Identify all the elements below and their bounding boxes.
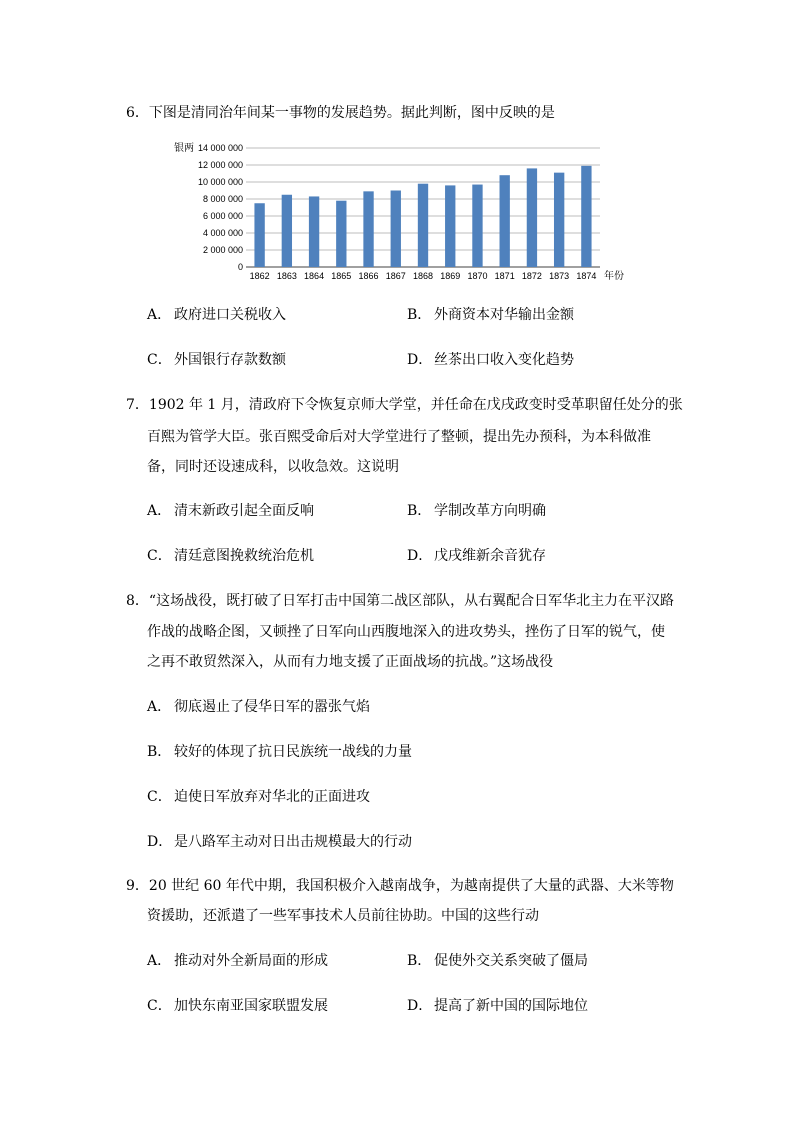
option-text: 学制改革方向明确 bbox=[434, 503, 546, 519]
q7-option-d[interactable] bbox=[407, 546, 546, 566]
option-letter: C． bbox=[147, 352, 172, 368]
x-tick-label: 1866 bbox=[358, 271, 379, 281]
x-tick-label: 1870 bbox=[467, 271, 488, 281]
y-tick-label: 0 bbox=[237, 262, 243, 272]
option-text: 迫使日军放弃对华北的正面进攻 bbox=[174, 789, 370, 805]
y-tick-label: 10 000 000 bbox=[197, 177, 243, 187]
option-text: 外商资本对华输出金额 bbox=[434, 307, 574, 323]
option-letter: C． bbox=[147, 789, 172, 805]
x-tick-label: 1874 bbox=[576, 271, 597, 281]
option-text: 政府进口关税收入 bbox=[174, 307, 286, 323]
option-text: 提高了新中国的国际地位 bbox=[434, 998, 588, 1014]
question-6-line-1: 6．下图是清同治年间某一事物的发展趋势。据此判断，图中反映的是 bbox=[126, 105, 555, 121]
question-7-line-2: 百熙为管学大臣。张百熙受命后对大学堂进行了整顿，提出先办预科，为本科做准 bbox=[147, 429, 651, 445]
q6-option-b[interactable] bbox=[407, 305, 574, 325]
y-tick-label: 12 000 000 bbox=[197, 160, 243, 170]
option-text: 丝茶出口收入变化趋势 bbox=[434, 352, 574, 368]
option-letter: D． bbox=[407, 352, 433, 368]
bar bbox=[581, 166, 591, 267]
option-letter: B． bbox=[147, 744, 172, 760]
x-tick-label: 1865 bbox=[331, 271, 352, 281]
option-text: 促使外交关系突破了僵局 bbox=[434, 953, 588, 969]
question-8-line-3: 之再不敢贸然深入，从而有力地支援了正面战场的抗战。”这场战役 bbox=[147, 654, 554, 670]
x-tick-label: 1864 bbox=[304, 271, 325, 281]
question-7-line-1: 7．1902 年 1 月，清政府下令恢复京师大学堂，并任命在戊戌政变时受革职留任处分的张 bbox=[126, 397, 683, 413]
x-axis-label: 年份 bbox=[604, 271, 624, 282]
q9-option-d[interactable] bbox=[407, 996, 588, 1016]
q8-option-b[interactable] bbox=[147, 742, 412, 762]
q8-option-c[interactable] bbox=[147, 787, 370, 807]
option-text: 清末新政引起全面反响 bbox=[174, 503, 314, 519]
bar bbox=[472, 185, 482, 267]
x-tick-label: 1869 bbox=[440, 271, 461, 281]
y-tick-label: 6 000 000 bbox=[202, 211, 243, 221]
bar bbox=[282, 195, 292, 267]
option-text: 戊戌维新余音犹存 bbox=[434, 548, 546, 564]
option-letter: D． bbox=[147, 834, 173, 850]
q7-option-b[interactable] bbox=[407, 501, 546, 521]
bar bbox=[554, 173, 564, 267]
bar bbox=[391, 191, 401, 268]
option-letter: B． bbox=[407, 953, 432, 969]
option-text: 加快东南亚国家联盟发展 bbox=[174, 998, 328, 1014]
option-letter: A． bbox=[147, 699, 172, 715]
q7-option-c[interactable] bbox=[147, 546, 314, 566]
y-tick-label: 4 000 000 bbox=[202, 228, 243, 238]
bar bbox=[527, 168, 537, 267]
y-tick-label: 8 000 000 bbox=[202, 194, 243, 204]
option-letter: A． bbox=[147, 503, 172, 519]
q9-option-a[interactable] bbox=[147, 951, 328, 971]
bar bbox=[309, 196, 319, 267]
bar bbox=[445, 185, 455, 267]
y-tick-label: 14 000 000 bbox=[197, 143, 243, 153]
question-9-line-2: 资援助，还派遣了一些军事技术人员前往协助。中国的这些行动 bbox=[147, 908, 539, 924]
q9-option-b[interactable] bbox=[407, 951, 588, 971]
y-tick-label: 2 000 000 bbox=[202, 245, 243, 255]
x-tick-label: 1871 bbox=[494, 271, 515, 281]
x-tick-label: 1873 bbox=[549, 271, 570, 281]
q6-option-c[interactable] bbox=[147, 350, 286, 370]
bar bbox=[418, 184, 428, 267]
q8-option-a[interactable] bbox=[147, 697, 370, 717]
option-text: 推动对外全新局面的形成 bbox=[174, 953, 328, 969]
option-text: 外国银行存款数额 bbox=[174, 352, 286, 368]
option-text: 较好的体现了抗日民族统一战线的力量 bbox=[174, 744, 412, 760]
x-tick-label: 1863 bbox=[276, 271, 297, 281]
option-text: 是八路军主动对日出击规模最大的行动 bbox=[174, 834, 412, 850]
option-letter: C． bbox=[147, 548, 172, 564]
q9-option-c[interactable] bbox=[147, 996, 328, 1016]
x-tick-label: 1862 bbox=[249, 271, 270, 281]
option-text: 清廷意图挽救统治危机 bbox=[174, 548, 314, 564]
bar-chart bbox=[168, 140, 638, 288]
question-8-line-2: 作战的战略企图，又顿挫了日军向山西腹地深入的进攻势头，挫伤了日军的锐气，使 bbox=[147, 624, 665, 640]
option-letter: A． bbox=[147, 953, 172, 969]
x-tick-label: 1868 bbox=[412, 271, 434, 281]
q6-option-a[interactable] bbox=[147, 305, 286, 325]
option-letter: B． bbox=[407, 307, 432, 323]
q8-option-d[interactable] bbox=[147, 832, 412, 852]
chart-bars bbox=[254, 166, 591, 267]
bar bbox=[363, 191, 373, 267]
option-letter: B． bbox=[407, 503, 432, 519]
question-8-line-1: 8．“这场战役，既打破了日军打击中国第二战区部队，从右翼配合日军华北主力在平汉路 bbox=[126, 593, 675, 609]
bar bbox=[254, 203, 264, 267]
bar bbox=[500, 175, 510, 267]
question-7-line-3: 备，同时还设速成科，以收急效。这说明 bbox=[147, 459, 399, 475]
option-letter: A． bbox=[147, 307, 172, 323]
y-axis-label: 银两 bbox=[174, 143, 194, 154]
x-tick-label: 1867 bbox=[385, 271, 406, 281]
question-9-line-1: 9．20 世纪 60 年代中期，我国积极介入越南战争，为越南提供了大量的武器、大米等物 bbox=[126, 878, 674, 894]
x-tick-label: 1872 bbox=[521, 271, 542, 281]
option-letter: D． bbox=[407, 548, 433, 564]
option-letter: D． bbox=[407, 998, 433, 1014]
option-letter: C． bbox=[147, 998, 172, 1014]
bar bbox=[336, 201, 346, 267]
option-text: 彻底遏止了侵华日军的嚣张气焰 bbox=[174, 699, 370, 715]
q6-option-d[interactable] bbox=[407, 350, 574, 370]
q7-option-a[interactable] bbox=[147, 501, 314, 521]
